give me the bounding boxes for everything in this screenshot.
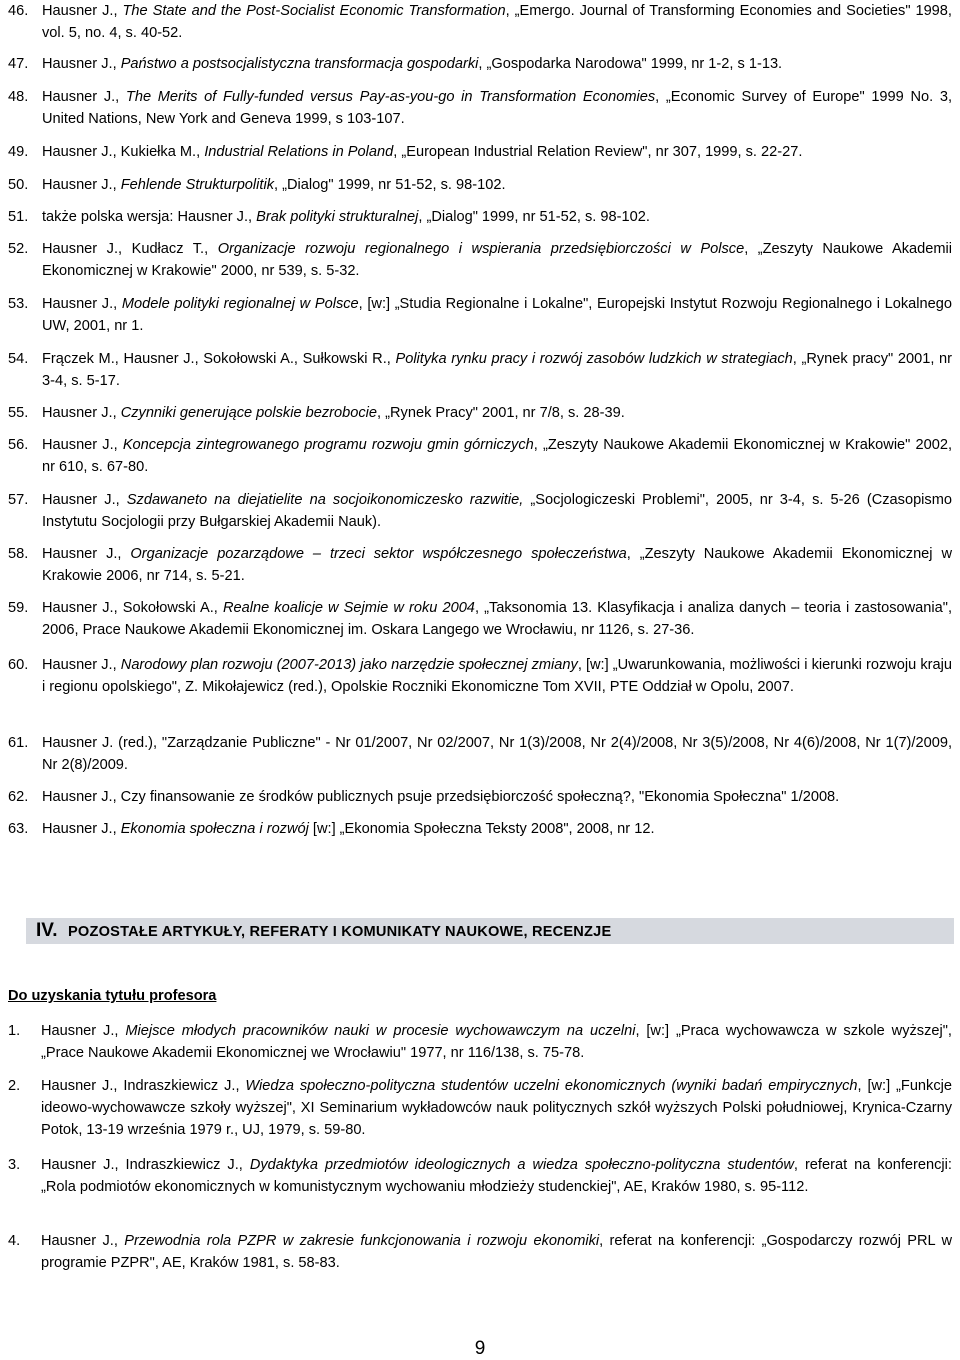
entry-fragment: , [w:] „Funkcje ideowo-wychowawcze szkoły wyższej", XI Seminarium wykładowców nauk politycznych szkół wyższych Polski południowej, Krynica-Czarny Potok, 13-19 września 1979 r., UJ, 1979, s. 59-80. — [41, 1078, 952, 1138]
entry-fragment: Hausner J., Sokołowski A., — [42, 600, 223, 616]
entry-number: 48. — [8, 89, 29, 105]
entry-text — [41, 1230, 952, 1274]
entry-title: Organizacje rozwoju regionalnego i wspierania przedsiębiorczości w Polsce — [217, 241, 745, 257]
bibliography-entry — [8, 348, 952, 392]
entry-title: Realne koalicje w Sejmie w roku 2004 — [222, 600, 475, 616]
entry-text — [42, 489, 952, 533]
entry-number: 3. — [8, 1157, 21, 1173]
bibliography-entry — [8, 238, 952, 282]
entry-fragment: Hausner J., — [42, 492, 127, 508]
entry-number: 54. — [8, 351, 29, 367]
entry-title: Brak polityki strukturalnej — [256, 209, 419, 225]
entry-title: Miejsce młodych pracowników nauki w procesie wychowawczym na uczelni — [125, 1023, 636, 1039]
bibliography-entry — [8, 53, 952, 75]
bibliography-entry — [8, 732, 952, 776]
entry-number: 51. — [8, 209, 29, 225]
entry-text — [41, 1075, 952, 1141]
entry-fragment: Hausner J., — [42, 821, 121, 837]
entry-number: 1. — [8, 1023, 21, 1039]
entry-number: 58. — [8, 546, 29, 562]
entry-number: 52. — [8, 241, 29, 257]
section-number: IV. — [36, 920, 58, 941]
entry-title: The Merits of Fully-funded versus Pay-as-you-go in Transformation Economies — [125, 89, 656, 105]
bibliography-entry — [8, 1075, 952, 1141]
entry-fragment: [w:] „Ekonomia Społeczna Teksty 2008", 2008, nr 12. — [308, 821, 655, 837]
entry-fragment: Hausner J., — [42, 296, 122, 312]
entry-number: 2. — [8, 1078, 21, 1094]
subheading: Do uzyskania tytułu profesora — [8, 988, 217, 1004]
entry-text — [42, 597, 952, 641]
entry-fragment: , [w:] „Praca wychowawcza w szkole wyższej", „Prace Naukowe Akademii Ekonomicznej we Wrocławiu" 1977, nr 116/138, s. 75-78. — [41, 1023, 952, 1061]
entry-title: Industrial Relations in Poland — [204, 144, 394, 160]
entry-fragment: Hausner J., Indraszkiewicz J., — [41, 1157, 250, 1173]
bibliography-entry — [8, 0, 952, 44]
entry-text — [42, 543, 952, 587]
entry-number: 63. — [8, 821, 29, 837]
section-title: POZOSTAŁE ARTYKUŁY, REFERATY I KOMUNIKATY NAUKOWE, RECENZJE — [68, 924, 612, 940]
entry-fragment: Hausner J., — [42, 437, 123, 453]
entry-text — [42, 53, 952, 75]
entry-fragment: , „Emergo. Journal of Transforming Economies and Societies" 1998, vol. 5, no. 4, s. 40-52. — [42, 3, 952, 41]
bibliography-entry — [8, 654, 952, 698]
entry-text — [42, 402, 952, 424]
entry-title: Organizacje pozarządowe – trzeci sektor współczesnego społeczeństwa — [130, 546, 627, 562]
entry-number: 50. — [8, 177, 29, 193]
entry-text — [42, 0, 952, 44]
bibliography-entry — [8, 206, 952, 228]
entry-fragment: Hausner J., Kukiełka M., — [42, 144, 205, 160]
entry-text — [42, 238, 952, 282]
entry-number: 46. — [8, 3, 29, 19]
entry-title: Przewodnia rola PZPR w zakresie funkcjonowania i rozwoju ekonomiki — [124, 1233, 600, 1249]
entry-text — [42, 434, 952, 478]
entry-fragment: , „Dialog" 1999, nr 51-52, s. 98-102. — [418, 209, 650, 225]
entry-text — [42, 141, 952, 163]
entry-title: Szdawaneto na diejatielite na socjoikonomiczesko razwitie, — [126, 492, 524, 508]
bibliography-entry — [8, 543, 952, 587]
entry-text — [42, 206, 952, 228]
entry-fragment: , „Taksonomia 13. Klasyfikacja i analiza danych – teoria i zastosowania", 2006, Prace Naukowe Akademii Ekonomicznej im. Oskara Langego we Wrocławiu, nr 1126, s. 27-36. — [42, 600, 952, 638]
entry-text — [42, 348, 952, 392]
entry-text — [41, 1020, 952, 1064]
entry-fragment: , „Rynek pracy" 2001, nr 3-4, s. 5-17. — [42, 351, 952, 389]
entry-title: Ekonomia społeczna i rozwój — [120, 821, 309, 837]
entry-fragment: , „Economic Survey of Europe" 1999 No. 3, United Nations, New York and Geneva 1999, s 103-107. — [42, 89, 953, 127]
entry-fragment: , „European Industrial Relation Review", nr 307, 1999, s. 22-27. — [393, 144, 803, 160]
entry-number: 56. — [8, 437, 29, 453]
entry-fragment: , „Zeszyty Naukowe Akademii Ekonomicznej w Krakowie 2006, nr 714, s. 5-21. — [42, 546, 952, 584]
entry-title: Polityka rynku pracy i rozwój zasobów ludzkich w strategiach — [395, 351, 793, 367]
entry-title: Wiedza społeczno-polityczna studentów uczelni ekonomicznych (wyniki badań empirycznych — [245, 1078, 858, 1094]
entry-fragment: Hausner J., — [42, 405, 121, 421]
bibliography-entry — [8, 141, 952, 163]
entry-number: 4. — [8, 1233, 21, 1249]
entry-fragment: , „Gospodarka Narodowa" 1999, nr 1-2, s 1-13. — [478, 56, 783, 72]
entry-number: 57. — [8, 492, 29, 508]
entry-fragment: Hausner J., — [42, 657, 121, 673]
entry-number: 60. — [8, 657, 29, 673]
bibliography-entry — [8, 174, 952, 196]
entry-fragment: Hausner J., — [42, 546, 131, 562]
entry-fragment: , „Rynek Pracy" 2001, nr 7/8, s. 28-39. — [377, 405, 625, 421]
entry-number: 59. — [8, 600, 29, 616]
entry-fragment: , [w:] „Uwarunkowania, możliwości i kierunki rozwoju kraju i regionu opolskiego", Z. Mikołajewicz (red.), Opolskie Roczniki Ekonomiczne Tom XVII, PTE Oddział w Opolu, 2007. — [42, 657, 953, 695]
entry-fragment: , [w:] „Studia Regionalne i Lokalne", Europejski Instytut Rozwoju Regionalnego i Lokalnego UW, 2001, nr 1. — [42, 296, 952, 334]
bibliography-entry — [8, 434, 952, 478]
entry-fragment: Hausner J., Czy finansowanie ze środków publicznych psuje przedsiębiorczość społeczną?, "Ekonomia Społeczna" 1/2008. — [42, 789, 840, 805]
entry-title: Państwo a postsocjalistyczna transformacja gospodarki — [120, 56, 479, 72]
entry-fragment: Hausner J., — [41, 1023, 126, 1039]
entry-title: Modele polityki regionalnej w Polsce — [121, 296, 359, 312]
bibliography-entry — [8, 402, 952, 424]
bibliography-entry — [8, 86, 952, 130]
entry-fragment: , referat na konferencji: „Gospodarczy rozwój PRL w programie PZPR", AE, Kraków 1981, s. 58-83. — [41, 1233, 952, 1271]
entry-fragment: Hausner J., — [42, 177, 121, 193]
entry-title: Czynniki generujące polskie bezrobocie — [120, 405, 378, 421]
entry-number: 47. — [8, 56, 29, 72]
entry-text — [42, 654, 952, 698]
entry-fragment: „Socjologiczeski Problemi", 2005, nr 3-4, s. 5-26 (Czasopismo Instytutu Socjologii przy Bułgarskiej Akademii Nauk). — [42, 492, 952, 530]
entry-fragment: Hausner J. (red.), "Zarządzanie Publiczne" - Nr 01/2007, Nr 02/2007, Nr 1(3)/2008, Nr 2(4)/2008, Nr 3(5)/2008, Nr 4(6)/2008, Nr 1(7)/2009, Nr 2(8)/2009. — [42, 735, 952, 773]
entry-text — [41, 1154, 952, 1198]
entry-fragment: , referat na konferencji: „Rola podmiotów ekonomicznych w komunistycznym wychowaniu młodzieży studenckiej", AE, Kraków 1980, s. 95-112. — [41, 1157, 952, 1195]
entry-fragment: Hausner J., — [42, 89, 126, 105]
entry-fragment: Frączek M., Hausner J., Sokołowski A., Sułkowski R., — [42, 351, 396, 367]
entry-fragment: Hausner J., — [42, 56, 121, 72]
entry-title: Dydaktyka przedmiotów ideologicznych a wiedza społeczno-polityczna studentów — [249, 1157, 794, 1173]
page-number: 9 — [474, 1338, 486, 1359]
bibliography-entry — [8, 489, 952, 533]
entry-title: Koncepcja zintegrowanego programu rozwoju gmin górniczych — [122, 437, 534, 453]
bibliography-entry — [8, 597, 952, 641]
entry-text — [42, 786, 952, 808]
entry-text — [42, 86, 952, 130]
entry-fragment: Hausner J., — [41, 1233, 125, 1249]
entry-fragment: , „Zeszyty Naukowe Akademii Ekonomicznej w Krakowie" 2000, nr 539, s. 5-32. — [42, 241, 952, 279]
entry-fragment: , „Dialog" 1999, nr 51-52, s. 98-102. — [274, 177, 506, 193]
entry-number: 49. — [8, 144, 29, 160]
entry-text — [42, 293, 952, 337]
entry-number: 53. — [8, 296, 29, 312]
entry-text — [42, 732, 952, 776]
entry-fragment: Hausner J., Indraszkiewicz J., — [41, 1078, 246, 1094]
entry-number: 62. — [8, 789, 29, 805]
bibliography-entry — [8, 1154, 952, 1198]
entry-title: The State and the Post-Socialist Economic Transformation — [122, 3, 506, 19]
bibliography-entry — [8, 1020, 952, 1064]
bibliography-entry — [8, 293, 952, 337]
bibliography-entry — [8, 818, 952, 840]
entry-title: Fehlende Strukturpolitik — [120, 177, 275, 193]
bibliography-entry — [8, 1230, 952, 1274]
entry-fragment: Hausner J., Kudłacz T., — [42, 241, 218, 257]
entry-fragment: Hausner J., — [42, 3, 123, 19]
entry-text — [42, 818, 952, 840]
entry-title: Narodowy plan rozwoju (2007-2013) jako narzędzie społecznej zmiany — [120, 657, 578, 673]
entry-fragment: , „Zeszyty Naukowe Akademii Ekonomicznej w Krakowie" 2002, nr 610, s. 67-80. — [42, 437, 952, 475]
entry-text — [42, 174, 952, 196]
entry-number: 55. — [8, 405, 29, 421]
entry-fragment: także polska wersja: Hausner J., — [42, 209, 257, 225]
entry-number: 61. — [8, 735, 29, 751]
bibliography-entry — [8, 786, 952, 808]
